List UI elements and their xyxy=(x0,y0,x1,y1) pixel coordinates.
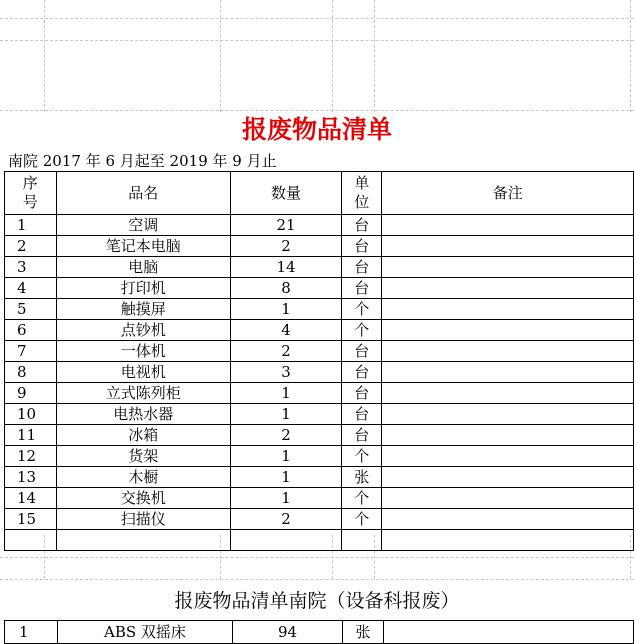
cell-qty[interactable]: 4 xyxy=(231,320,342,341)
scrap-items-table xyxy=(4,171,634,551)
header-name[interactable]: 品名 xyxy=(56,172,231,215)
empty-row xyxy=(5,530,634,551)
cell-name[interactable]: 扫描仪 xyxy=(56,509,231,530)
cell-no[interactable]: 3 xyxy=(5,257,57,278)
table-row xyxy=(5,236,634,257)
cell-name[interactable]: 笔记本电脑 xyxy=(56,236,231,257)
gridline xyxy=(0,18,634,19)
cell-unit[interactable]: 个 xyxy=(342,320,382,341)
cell-note[interactable] xyxy=(382,467,634,488)
cell-no[interactable]: 5 xyxy=(5,299,57,320)
empty-cell[interactable] xyxy=(342,530,382,551)
cell-no[interactable]: 7 xyxy=(5,341,57,362)
cell-name[interactable]: 触摸屏 xyxy=(56,299,231,320)
cell-unit[interactable]: 台 xyxy=(342,404,382,425)
cell-qty[interactable]: 1 xyxy=(231,383,342,404)
cell-note[interactable] xyxy=(383,621,633,644)
cell-note[interactable] xyxy=(382,320,634,341)
cell-unit[interactable]: 台 xyxy=(342,362,382,383)
cell-name[interactable]: 木橱 xyxy=(56,467,231,488)
cell-no[interactable]: 8 xyxy=(5,362,57,383)
cell-note[interactable] xyxy=(382,236,634,257)
cell-qty[interactable]: 94 xyxy=(232,621,343,644)
header-qty[interactable]: 数量 xyxy=(231,172,342,215)
cell-note[interactable] xyxy=(382,341,634,362)
cell-unit[interactable]: 张 xyxy=(343,621,383,644)
cell-unit[interactable]: 个 xyxy=(342,488,382,509)
cell-name[interactable]: 空调 xyxy=(56,215,231,236)
cell-name[interactable]: 货架 xyxy=(56,446,231,467)
cell-name[interactable]: 打印机 xyxy=(56,278,231,299)
header-note[interactable]: 备注 xyxy=(382,172,634,215)
cell-no[interactable]: 14 xyxy=(5,488,57,509)
cell-note[interactable] xyxy=(382,215,634,236)
table-row xyxy=(5,383,634,404)
table-row xyxy=(5,320,634,341)
gridline xyxy=(0,110,634,111)
cell-unit[interactable]: 个 xyxy=(342,446,382,467)
empty-cell[interactable] xyxy=(231,530,342,551)
cell-no[interactable]: 4 xyxy=(5,278,57,299)
page-title: 报废物品清单 xyxy=(241,115,392,144)
table-row xyxy=(5,467,634,488)
cell-note[interactable] xyxy=(382,299,634,320)
cell-note[interactable] xyxy=(382,257,634,278)
cell-note[interactable] xyxy=(382,278,634,299)
cell-no[interactable]: 1 xyxy=(5,215,57,236)
cell-qty[interactable]: 2 xyxy=(231,509,342,530)
table-row xyxy=(5,341,634,362)
cell-note[interactable] xyxy=(382,488,634,509)
cell-no[interactable]: 6 xyxy=(5,320,57,341)
cell-qty[interactable]: 1 xyxy=(231,404,342,425)
section2-title: 报废物品清单南院（设备科报废） xyxy=(174,590,460,612)
table-header-row xyxy=(5,172,634,215)
cell-qty[interactable]: 3 xyxy=(231,362,342,383)
cell-no[interactable]: 12 xyxy=(5,446,57,467)
cell-no[interactable]: 10 xyxy=(5,404,57,425)
gridline xyxy=(0,40,634,41)
cell-qty[interactable]: 2 xyxy=(231,341,342,362)
cell-note[interactable] xyxy=(382,383,634,404)
cell-name[interactable]: 点钞机 xyxy=(56,320,231,341)
cell-qty[interactable]: 2 xyxy=(231,236,342,257)
table-row xyxy=(5,278,634,299)
cell-unit[interactable]: 个 xyxy=(342,509,382,530)
cell-note[interactable] xyxy=(382,362,634,383)
cell-no[interactable]: 11 xyxy=(5,425,57,446)
table-row xyxy=(5,425,634,446)
cell-unit[interactable]: 台 xyxy=(342,236,382,257)
equipment-scrap-table xyxy=(4,620,634,644)
table-row xyxy=(5,299,634,320)
cell-qty[interactable]: 1 xyxy=(231,488,342,509)
table-row xyxy=(5,215,634,236)
cell-name[interactable]: 交换机 xyxy=(56,488,231,509)
cell-no[interactable]: 2 xyxy=(5,236,57,257)
header-no[interactable]: 序号 xyxy=(5,172,57,215)
cell-note[interactable] xyxy=(382,425,634,446)
cell-name[interactable]: 冰箱 xyxy=(56,425,231,446)
cell-unit[interactable]: 个 xyxy=(342,299,382,320)
table-row xyxy=(5,621,634,644)
cell-unit[interactable]: 台 xyxy=(342,257,382,278)
gridline xyxy=(630,0,631,112)
cell-note[interactable] xyxy=(382,404,634,425)
cell-unit[interactable]: 台 xyxy=(342,383,382,404)
cell-name[interactable]: ABS 双摇床 xyxy=(58,621,233,644)
cell-qty[interactable]: 8 xyxy=(231,278,342,299)
header-unit[interactable]: 单位 xyxy=(342,172,382,215)
table-row xyxy=(5,488,634,509)
cell-note[interactable] xyxy=(382,446,634,467)
cell-no[interactable]: 1 xyxy=(5,621,58,644)
cell-unit[interactable]: 台 xyxy=(342,215,382,236)
cell-no[interactable]: 13 xyxy=(5,467,57,488)
cell-note[interactable] xyxy=(382,509,634,530)
gridline xyxy=(44,0,45,112)
cell-unit[interactable]: 台 xyxy=(342,278,382,299)
cell-unit[interactable]: 台 xyxy=(342,341,382,362)
cell-name[interactable]: 一体机 xyxy=(56,341,231,362)
gridline xyxy=(220,0,221,112)
cell-qty[interactable]: 1 xyxy=(231,446,342,467)
gridline xyxy=(374,0,375,112)
table-row xyxy=(5,257,634,278)
empty-cell[interactable] xyxy=(5,530,57,551)
cell-no[interactable]: 15 xyxy=(5,509,57,530)
cell-qty[interactable]: 21 xyxy=(231,215,342,236)
empty-cell[interactable] xyxy=(56,530,231,551)
cell-no[interactable]: 9 xyxy=(5,383,57,404)
cell-name[interactable]: 电热水器 xyxy=(56,404,231,425)
cell-qty[interactable]: 1 xyxy=(231,299,342,320)
cell-qty[interactable]: 14 xyxy=(231,257,342,278)
table-row xyxy=(5,404,634,425)
table-row xyxy=(5,446,634,467)
table-row xyxy=(5,362,634,383)
cell-name[interactable]: 立式陈列柜 xyxy=(56,383,231,404)
gridline xyxy=(332,0,333,112)
date-range-subtitle: 南院 2017 年 6 月起至 2019 年 9 月止 xyxy=(8,152,277,170)
cell-qty[interactable]: 2 xyxy=(231,425,342,446)
cell-name[interactable]: 电视机 xyxy=(56,362,231,383)
cell-unit[interactable]: 台 xyxy=(342,425,382,446)
cell-unit[interactable]: 张 xyxy=(342,467,382,488)
cell-qty[interactable]: 1 xyxy=(231,467,342,488)
gridline xyxy=(0,557,634,558)
cell-name[interactable]: 电脑 xyxy=(56,257,231,278)
gridline xyxy=(0,579,634,580)
empty-cell[interactable] xyxy=(382,530,634,551)
table-row xyxy=(5,509,634,530)
